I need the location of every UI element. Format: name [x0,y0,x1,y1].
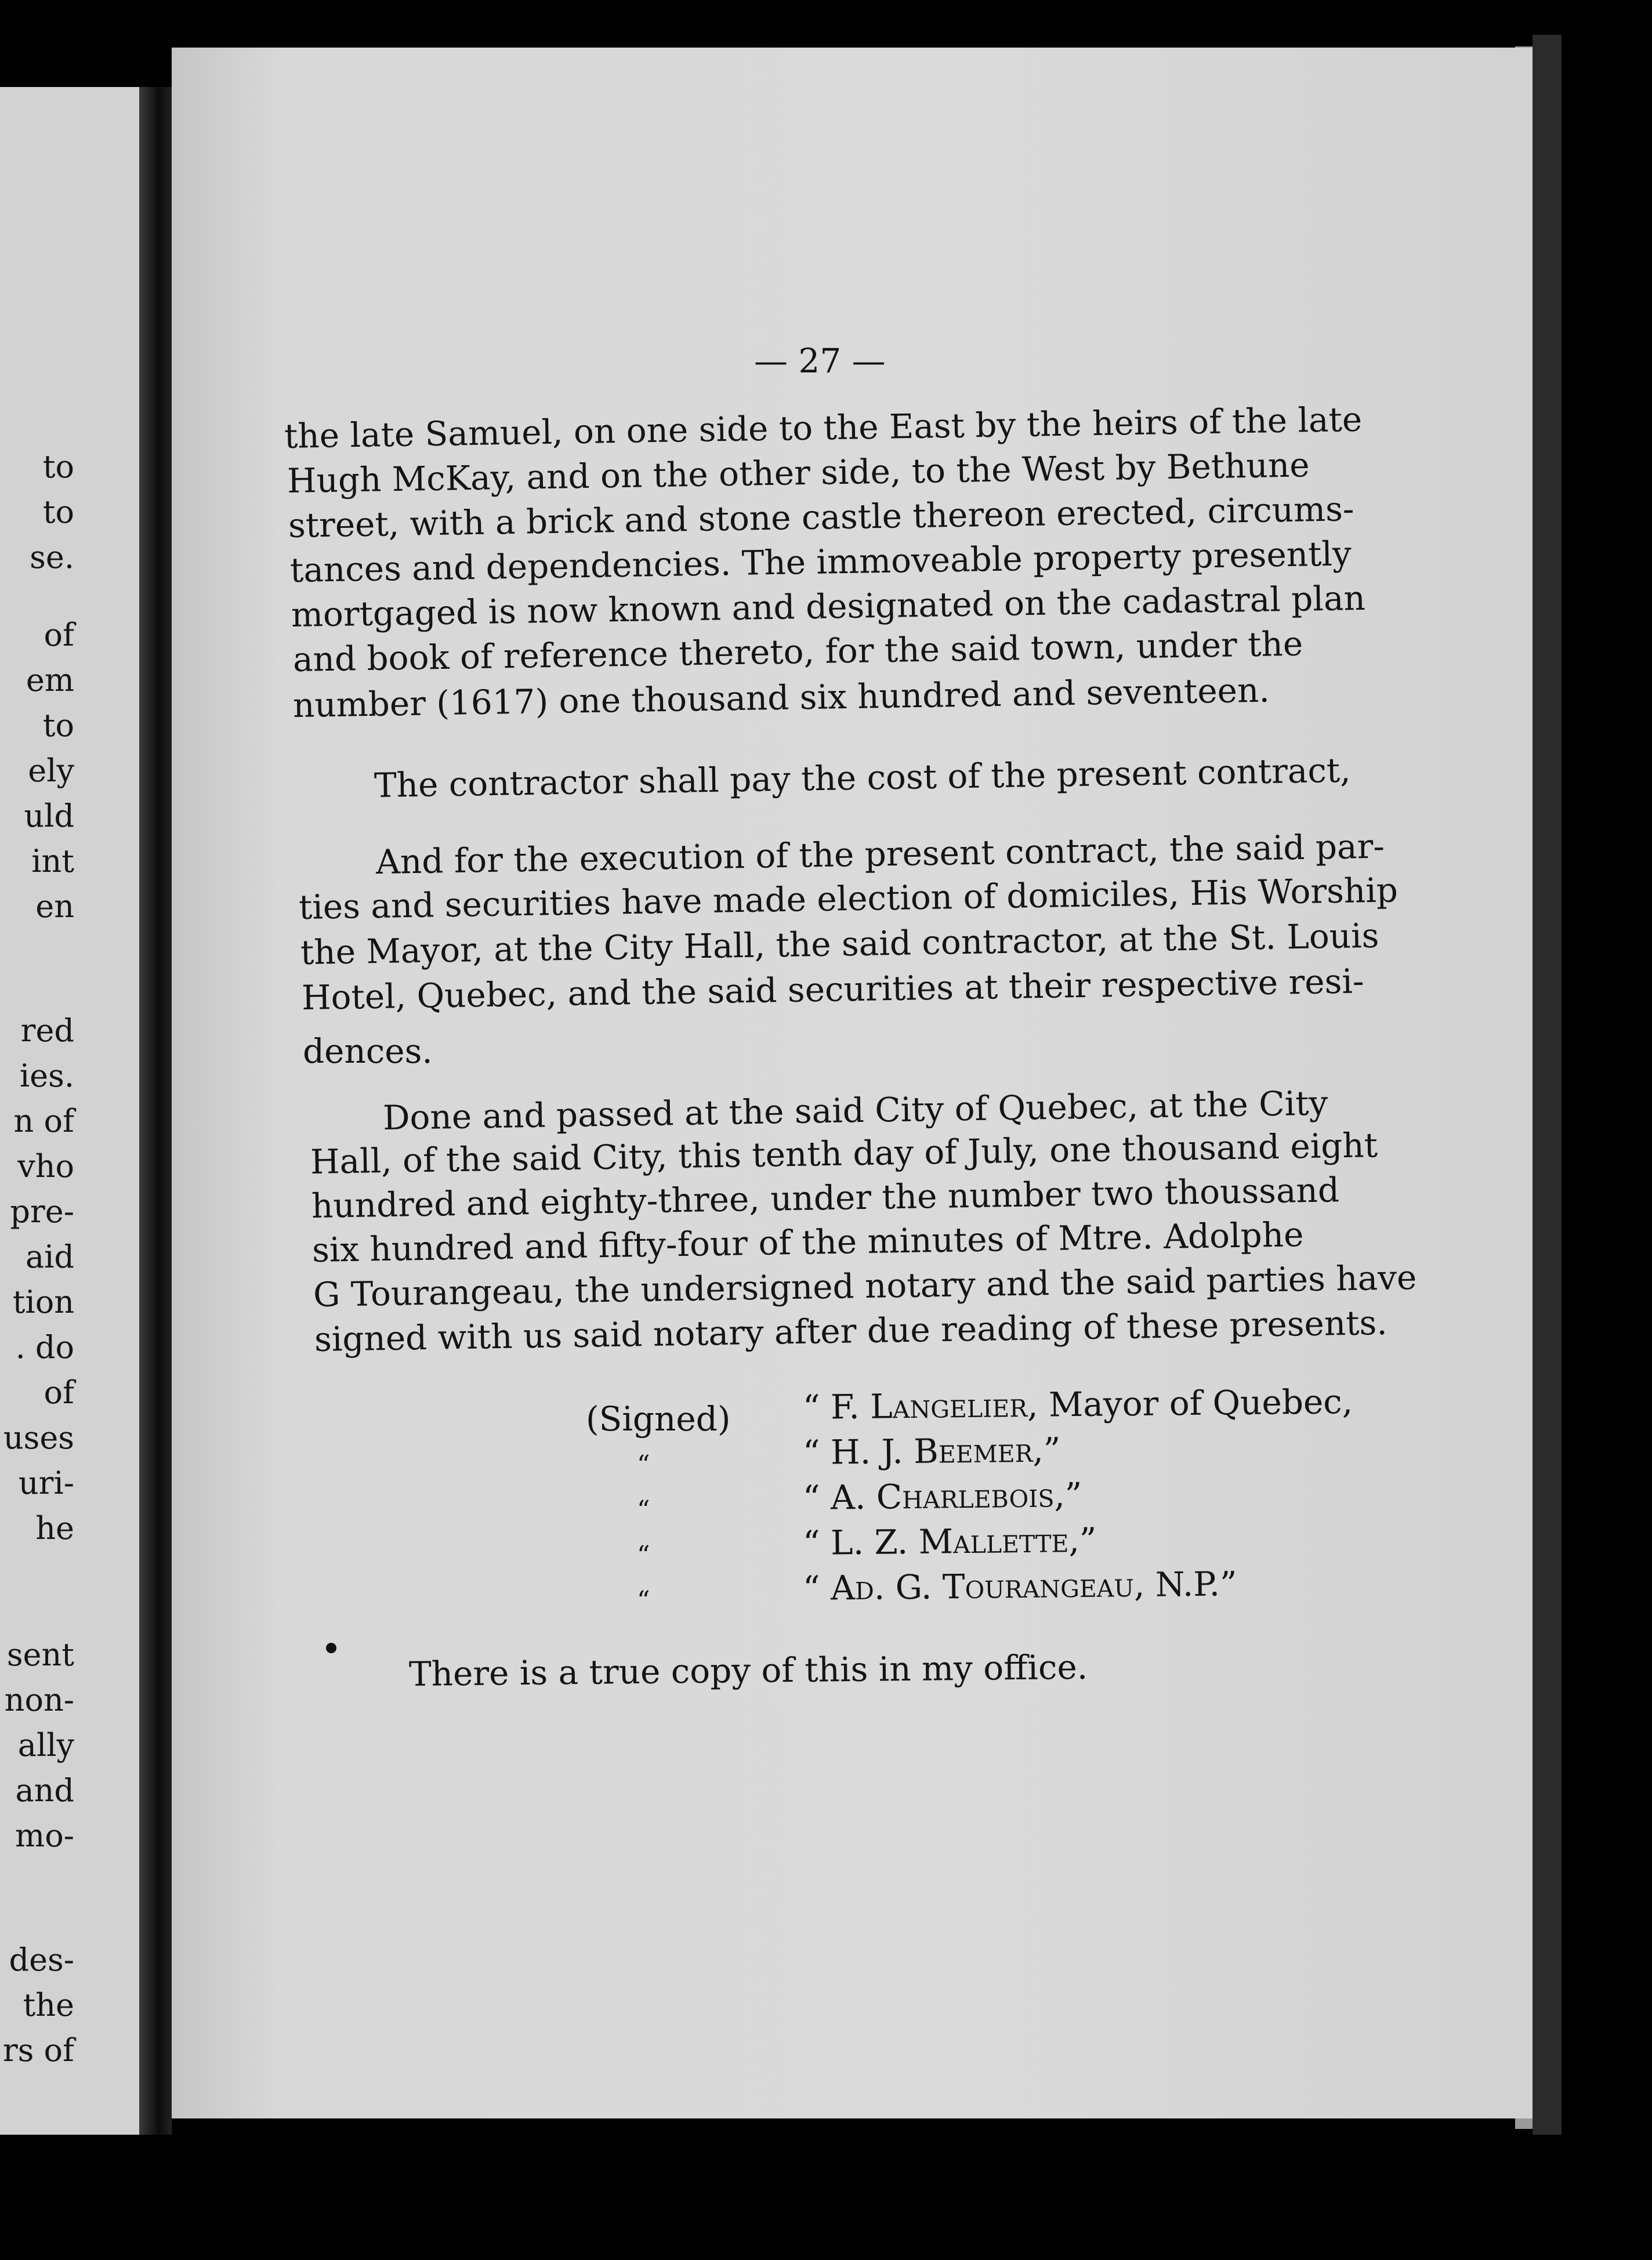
fragment-line: of [44,1374,74,1411]
fragment-line: uri- [18,1465,74,1501]
fragment-line: mo- [15,1817,74,1854]
fragment-line: en [35,888,74,925]
text-line: And for the execution of the present contract, the said par- [375,826,1385,882]
text-line: Hall, of the said City, this tenth day of July, one thousand eight [310,1125,1378,1182]
signatory-name: H. J. Beemer [830,1430,1033,1472]
text-line: six hundred and fifty-four of the minutes of Mtre. Adolphe [311,1215,1304,1270]
text-line: the Mayor, at the City Hall, the said contractor, at the St. Louis [300,915,1379,972]
ink-speck [326,1643,336,1653]
text-line: G Tourangeau, the undersigned notary and the said parties have [313,1258,1417,1314]
signatory-name: Ad. G. Tourangeau [830,1565,1135,1608]
signatory-name: F. Langelier [830,1385,1028,1427]
text-line: street, with a brick and stone castle thereon erected, circums- [288,489,1354,545]
fragment-line: he [35,1510,74,1546]
signatory-line [803,1564,1237,1608]
signatory-line [803,1520,1097,1563]
signatory-name: A. Charlebois [830,1475,1055,1517]
open-quote: “ [802,1523,821,1563]
fragment-line: of [44,617,74,653]
text-line: number (1617) one thousand six hundred and seventeen. [292,670,1270,725]
fragment-line: . do [15,1329,74,1366]
fragment-line: uses [3,1419,74,1456]
fragment-line: ies. [19,1057,74,1094]
ditto-mark: “ [637,1450,650,1480]
fragment-line: vho [17,1148,74,1185]
ditto-mark: “ [637,1541,650,1570]
fragment-line: tion [12,1284,74,1320]
text-line: hundred and eighty-three, under the number two thoussand [311,1170,1340,1226]
fragment-line: int [31,843,74,879]
fragment-line: ally [17,1727,74,1763]
signatory-suffix: , N.P.” [1133,1564,1237,1605]
signatory-line [803,1430,1061,1472]
fragment-line: uld [24,798,74,834]
fragment-line: to [42,707,74,744]
signatory-line [803,1382,1353,1427]
open-quote: “ [802,1568,821,1608]
fragment-line: n of [13,1103,74,1139]
fragment-line: and [15,1772,74,1809]
open-quote: “ [802,1387,821,1427]
text-line: signed with us said notary after due reading of these presents. [314,1302,1388,1359]
signatory-suffix: , Mayor of Quebec, [1027,1382,1353,1425]
text-line: ties and securities have made election of domiciles, His Worship [298,870,1399,927]
signatory-suffix: ,” [1068,1520,1097,1560]
fragment-line: red [20,1012,74,1049]
open-quote: “ [802,1477,821,1517]
signatory-line [803,1475,1082,1517]
previous-page-fragment [0,87,139,2135]
page-number: — 27 — [754,341,886,381]
signatory-suffix: ,” [1054,1475,1082,1515]
signatory-name: L. Z. Mallette [830,1520,1069,1563]
text-line: and book of reference thereto, for the said town, under the [292,624,1303,679]
fragment-line: non- [4,1682,74,1718]
text-line: Hotel, Quebec, and the said securities at their respective resi- [301,961,1364,1017]
fragment-line: se. [30,539,74,575]
signed-label: (Signed) [586,1399,731,1439]
closing-line: There is a true copy of this in my office. [408,1647,1088,1694]
text-line: The contractor shall pay the cost of the present contract, [374,750,1352,805]
fragment-line: ely [28,752,74,789]
fragment-line: des- [9,1942,74,1978]
fragment-line: the [23,1987,74,2023]
ditto-mark: “ [637,1586,650,1616]
text-line: tances and dependencies. The immoveable property presently [289,534,1352,590]
text-line: the late Samuel, on one side to the East by the heirs of the late [284,399,1363,456]
fragment-line: sent [6,1636,74,1673]
open-quote: “ [802,1432,821,1472]
fragment-line: to [42,448,74,485]
ditto-mark: “ [637,1495,650,1525]
book-gutter [139,87,172,2135]
fragment-line: rs of [2,2032,74,2069]
fragment-line: aid [25,1238,74,1275]
fragment-line: em [26,662,74,698]
fragment-line: pre- [10,1193,74,1230]
text-line: Hugh McKay, and on the other side, to the West by Bethune [287,445,1310,501]
text-line: dences. [303,1031,433,1071]
page-edge-shadow [1533,35,1562,2135]
text-line: mortgaged is now known and designated on the cadastral plan [291,578,1366,635]
text-line: Done and passed at the said City of Quebec, at the City [382,1083,1328,1138]
fragment-line: to [42,494,74,530]
signatory-suffix: ,” [1032,1430,1061,1470]
